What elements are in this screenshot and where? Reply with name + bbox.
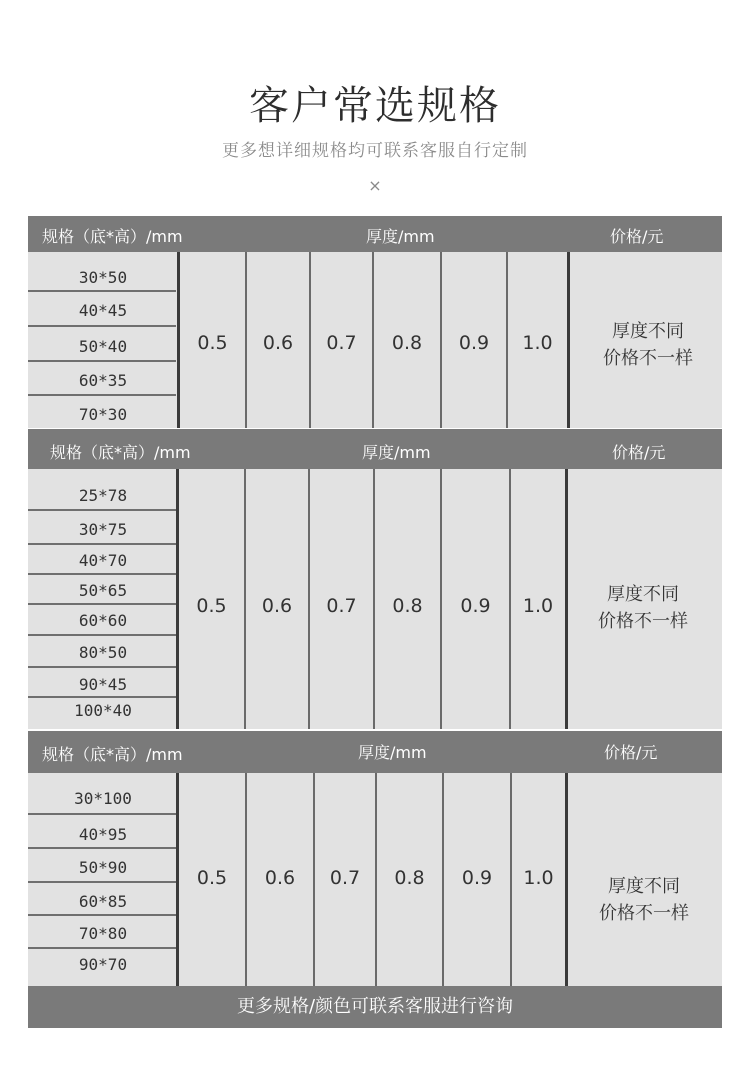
size-item: 60*35 — [78, 371, 128, 390]
thickness-column-header: 厚度/mm — [362, 443, 431, 462]
size-item: 30*100 — [74, 789, 132, 808]
thickness-value: 0.8 — [392, 595, 423, 617]
size-item: 80*50 — [78, 643, 128, 662]
row-divider — [28, 573, 176, 575]
price-column-header: 价格/元 — [604, 743, 658, 762]
thickness-value: 0.5 — [197, 332, 228, 354]
row-divider — [28, 360, 176, 362]
spec-table-header — [28, 216, 722, 252]
row-divider — [28, 509, 176, 511]
size-item: 90*70 — [78, 955, 128, 974]
row-divider — [28, 290, 176, 292]
size-item: 40*45 — [78, 301, 128, 320]
size-item: 60*60 — [78, 611, 128, 630]
column-divider — [567, 252, 570, 428]
price-column-header: 价格/元 — [612, 443, 666, 462]
price-note-line: 价格不一样 — [598, 611, 688, 632]
row-divider — [28, 881, 176, 883]
thickness-value: 0.8 — [394, 867, 425, 889]
thickness-value: 0.6 — [262, 332, 294, 354]
thickness-value: 0.9 — [460, 595, 491, 617]
price-note — [573, 318, 723, 372]
thickness-value: 0.8 — [391, 332, 423, 354]
thickness-value: 0.6 — [264, 867, 296, 889]
size-item: 40*70 — [78, 551, 128, 570]
price-note — [568, 581, 718, 635]
size-item: 60*85 — [78, 892, 128, 911]
row-divider — [28, 696, 176, 698]
row-divider — [28, 325, 176, 327]
spec-table-body — [28, 773, 722, 986]
price-note — [569, 873, 719, 927]
row-divider — [28, 543, 176, 545]
size-item: 30*50 — [78, 268, 128, 287]
spec-table-body — [28, 469, 722, 729]
row-divider — [28, 847, 176, 849]
thickness-value: 1.0 — [523, 867, 554, 889]
size-item: 50*90 — [78, 858, 128, 877]
thickness-value: 0.9 — [458, 332, 490, 354]
thickness-value: 0.7 — [326, 595, 357, 617]
size-item: 90*45 — [78, 675, 128, 694]
thickness-value: 1.0 — [522, 595, 554, 617]
row-divider — [28, 813, 176, 815]
row-divider — [28, 947, 176, 949]
size-column-header: 规格（底*高）/mm — [42, 227, 183, 246]
thickness-value: 0.5 — [196, 867, 228, 889]
page-header — [0, 0, 750, 216]
price-note-line: 厚度不同 — [607, 584, 679, 605]
size-item: 25*78 — [78, 486, 128, 505]
row-divider — [28, 914, 176, 916]
price-note-line: 价格不一样 — [603, 348, 693, 369]
thickness-value: 0.9 — [461, 867, 493, 889]
spec-table-body — [28, 252, 722, 428]
cross-icon: × — [368, 176, 382, 195]
row-divider — [28, 666, 176, 668]
row-divider — [28, 603, 176, 605]
size-item: 100*40 — [74, 701, 132, 720]
thickness-value: 1.0 — [522, 332, 553, 354]
size-item: 50*65 — [78, 581, 128, 600]
size-column-header: 规格（底*高）/mm — [50, 443, 191, 462]
thickness-column-header: 厚度/mm — [366, 227, 435, 246]
size-item: 40*95 — [78, 825, 128, 844]
size-item: 70*30 — [78, 405, 128, 424]
size-item: 30*75 — [78, 520, 128, 539]
price-column-header: 价格/元 — [610, 227, 664, 246]
row-divider — [28, 394, 176, 396]
thickness-value: 0.7 — [326, 332, 357, 354]
column-divider — [565, 773, 568, 986]
spec-table-header — [28, 731, 722, 773]
thickness-value: 0.5 — [196, 595, 227, 617]
spec-table-header — [28, 429, 722, 469]
size-item: 50*40 — [78, 337, 128, 356]
thickness-value: 0.7 — [329, 867, 361, 889]
price-note-line: 厚度不同 — [608, 876, 680, 897]
page-title: 客户常选规格 — [249, 83, 501, 129]
thickness-column-header: 厚度/mm — [358, 743, 427, 762]
price-note-line: 厚度不同 — [612, 321, 684, 342]
thickness-value: 0.6 — [261, 595, 293, 617]
page-subtitle: 更多想详细规格均可联系客服自行定制 — [222, 141, 528, 161]
size-column-header: 规格（底*高）/mm — [42, 745, 183, 764]
contact-banner: 更多规格/颜色可联系客服进行咨询 — [28, 986, 722, 1028]
row-divider — [28, 634, 176, 636]
price-note-line: 价格不一样 — [599, 903, 689, 924]
size-item: 70*80 — [78, 924, 128, 943]
